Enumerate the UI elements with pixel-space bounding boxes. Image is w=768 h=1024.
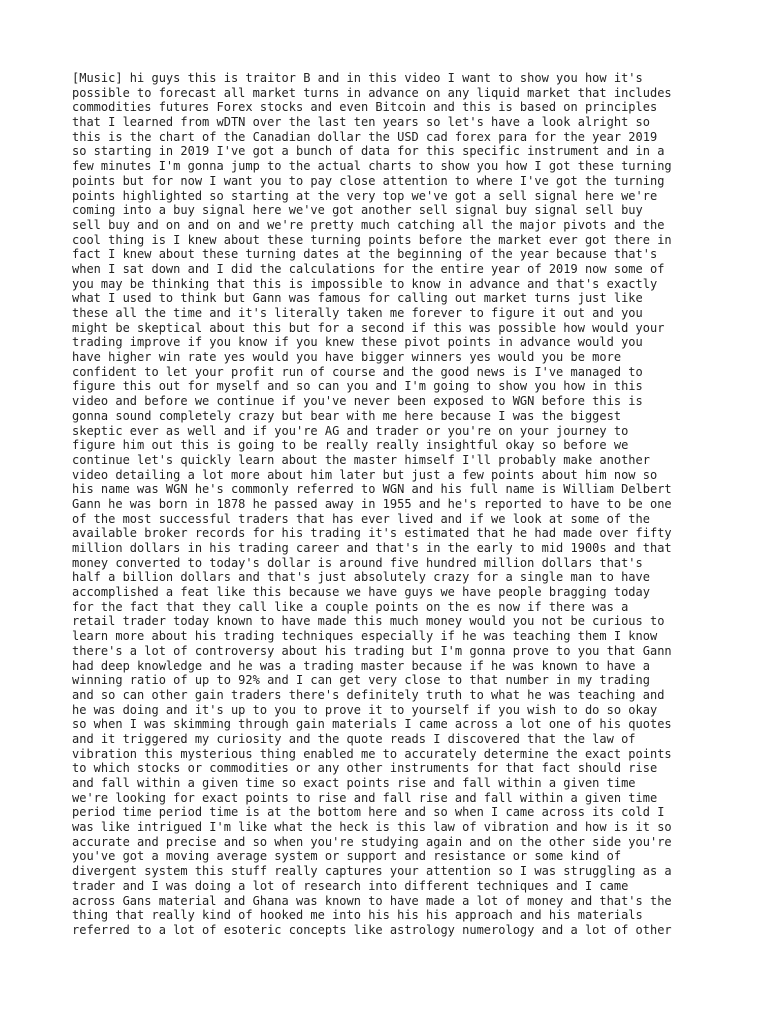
text-line: trading improve if you know if you knew these pivot points in advance would you [72, 335, 643, 350]
text-line: points highlighted so starting at the very top we've got a sell signal here we're [72, 188, 658, 203]
text-line: learn more about his trading techniques especially if he was teaching them I know [72, 629, 658, 644]
text-line: so when I was skimming through gain materials I came across a lot one of his quotes [72, 717, 672, 732]
text-line: Gann he was born in 1878 he passed away in 1955 and he's reported to have to be one [72, 496, 672, 511]
text-line: skeptic ever as well and if you're AG and trader or you're on your journey to [72, 423, 629, 438]
text-line: trader and I was doing a lot of research into different techniques and I came [72, 878, 629, 893]
text-line: thing that really kind of hooked me into his his his approach and his materials [72, 908, 643, 923]
text-line: accurate and precise and so when you're studying again and on the other side you're [72, 834, 672, 849]
transcript-text-block [72, 71, 732, 938]
text-line: might be skeptical about this but for a second if this was possible how would your [72, 320, 665, 335]
text-line: gonna sound completely crazy but bear with me here because I was the biggest [72, 408, 622, 423]
text-line: possible to forecast all market turns in advance on any liquid market that includes [72, 85, 672, 100]
text-line: was like intrigued I'm like what the heck is this law of vibration and how is it so [72, 820, 672, 835]
text-line: we're looking for exact points to rise and fall rise and fall within a given time [72, 790, 658, 805]
text-line: accomplished a feat like this because we have guys we have people bragging today [72, 585, 650, 600]
text-line: sell buy and on and on and we're pretty much catching all the major pivots and the [72, 217, 665, 232]
text-line: had deep knowledge and he was a trading master because if he was known to have a [72, 658, 650, 673]
text-line: what I used to think but Gann was famous for calling out market turns just like [72, 291, 643, 306]
text-line: and it triggered my curiosity and the quote reads I discovered that the law of [72, 731, 636, 746]
text-line: divergent system this stuff really captures your attention so I was struggling as a [72, 864, 672, 879]
text-line: fact I knew about these turning dates at the beginning of the year because that's [72, 247, 658, 262]
text-line: for the fact that they call like a couple points on the es now if there was a [72, 599, 629, 614]
text-line: period time period time is at the bottom here and so when I came across its cold I [72, 805, 665, 820]
text-line: you may be thinking that this is impossible to know in advance and that's exactly [72, 276, 658, 291]
text-line: so starting in 2019 I've got a bunch of data for this specific instrument and in a [72, 144, 665, 159]
text-line: few minutes I'm gonna jump to the actual charts to show you how I got these turning [72, 159, 672, 174]
text-line: there's a lot of controversy about his trading but I'm gonna prove to you that Gann [72, 643, 672, 658]
text-line: winning ratio of up to 92% and I can get very close to that number in my trading [72, 673, 650, 688]
text-line: commodities futures Forex stocks and even Bitcoin and this is based on principles [72, 100, 658, 115]
text-line: figure this out for myself and so can you and I'm going to show you how in this [72, 379, 643, 394]
text-line: confident to let your profit run of course and the good news is I've managed to [72, 364, 643, 379]
text-line: vibration this mysterious thing enabled me to accurately determine the exact points [72, 746, 672, 761]
text-line: coming into a buy signal here we've got another sell signal buy signal sell buy [72, 203, 643, 218]
text-line: [Music] hi guys this is traitor B and in this video I want to show you how it's [72, 71, 643, 85]
text-line: money converted to today's dollar is around five hundred million dollars that's [72, 555, 643, 570]
text-line: of the most successful traders that has ever lived and if we look at some of the [72, 511, 650, 526]
text-line: million dollars in his trading career and that's in the early to mid 1900s and that [72, 541, 672, 555]
text-line: and so can other gain traders there's definitely truth to what he was teaching and [72, 687, 665, 702]
text-line: half a billion dollars and that's just absolutely crazy for a single man to have [72, 570, 650, 585]
text-line: he was doing and it's up to you to prove it to yourself if you wish to do so okay [72, 702, 658, 717]
text-line: these all the time and it's literally taken me forever to figure it out and you [72, 306, 643, 320]
text-line: across Gans material and Ghana was known to have made a lot of money and that's the [72, 893, 672, 908]
text-line: his name was WGN he's commonly referred to WGN and his full name is William Delbert [72, 482, 672, 497]
text-line: video and before we continue if you've never been exposed to WGN before this is [72, 394, 643, 409]
text-line: you've got a moving average system or support and resistance or some kind of [72, 849, 622, 864]
text-line: video detailing a lot more about him later but just a few points about him now so [72, 467, 658, 482]
text-line: continue let's quickly learn about the master himself I'll probably make another [72, 452, 650, 467]
text-line: to which stocks or commodities or any other instruments for that fact should rise [72, 761, 658, 776]
text-line: cool thing is I knew about these turning points before the market ever got there in [72, 232, 672, 247]
text-line: retail trader today known to have made this much money would you not be curious to [72, 614, 665, 629]
text-line: have higher win rate yes would you have bigger winners yes would you be more [72, 350, 622, 365]
text-line: when I sat down and I did the calculations for the entire year of 2019 now some of [72, 261, 665, 276]
text-line: points but for now I want you to pay close attention to where I've got the turning [72, 173, 665, 188]
text-line: that I learned from wDTN over the last ten years so let's have a look alright so [72, 115, 650, 130]
text-line: and fall within a given time so exact points rise and fall within a given time [72, 776, 636, 790]
text-line: this is the chart of the Canadian dollar the USD cad forex para for the year 2019 [72, 129, 658, 144]
text-line: figure him out this is going to be really really insightful okay so before we [72, 438, 629, 453]
text-line: available broker records for his trading it's estimated that he had made over fifty [72, 526, 672, 541]
text-line: referred to a lot of esoteric concepts like astrology numerology and a lot of other [72, 922, 672, 937]
